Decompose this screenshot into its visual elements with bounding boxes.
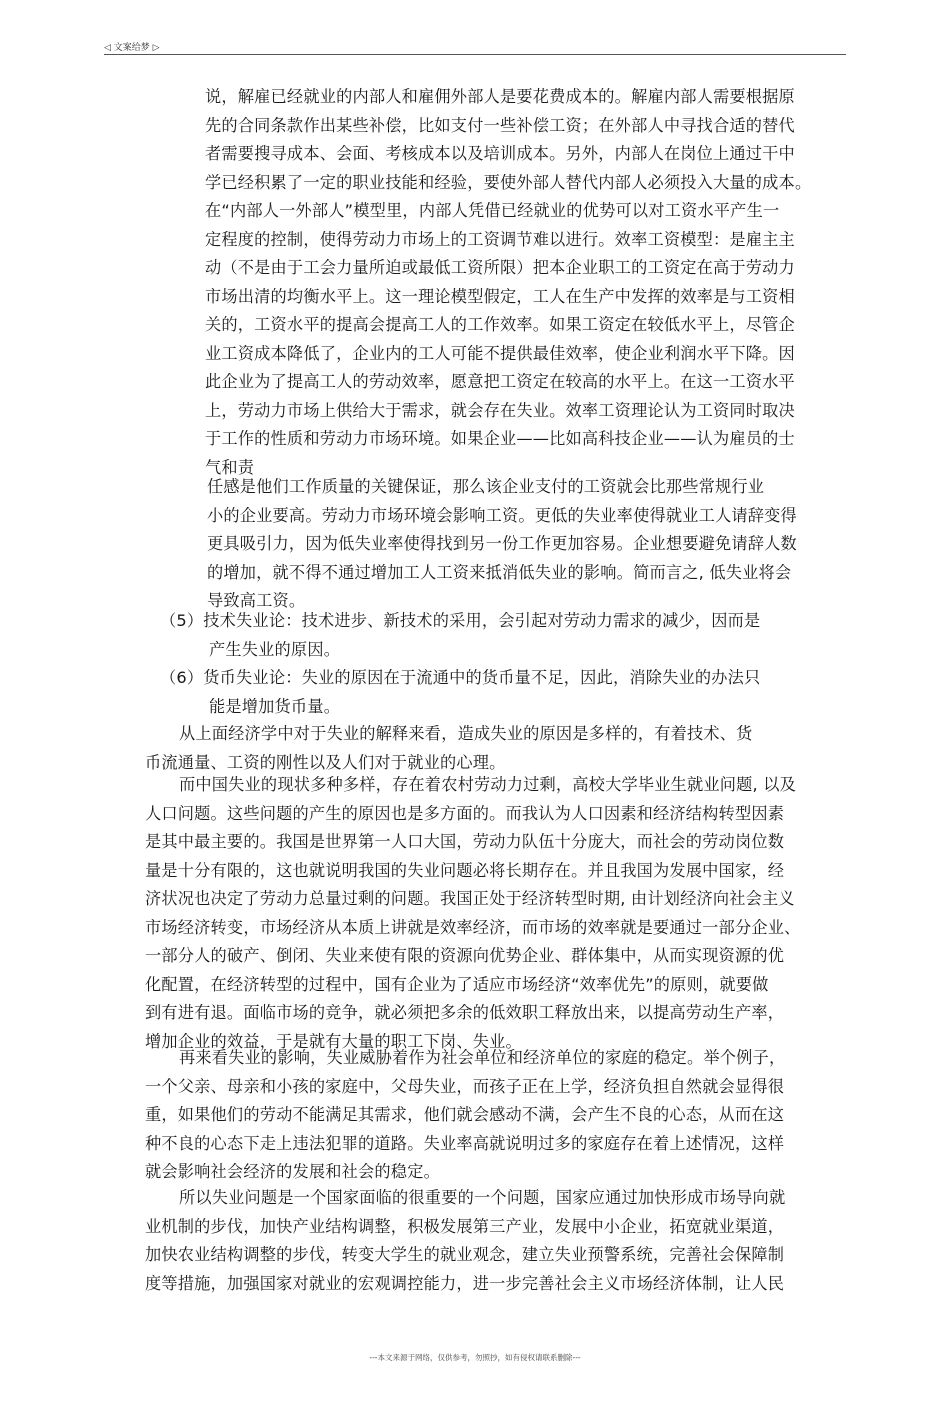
text-line: 化配置，在经济转型的过程中，国有企业为了适应市场经济“效率优先”的原则，就要做	[145, 974, 769, 994]
text-line: 种不良的心态下走上违法犯罪的道路。失业率高就说明过多的家庭存在着上述情况，这样	[145, 1133, 785, 1153]
paragraph-block	[145, 720, 753, 777]
text-line: 业工资成本降低了，企业内的工人可能不提供最佳效率，使企业利润水平下降。因	[205, 343, 795, 363]
text-line: 就会影响社会经济的发展和社会的稳定。	[145, 1162, 440, 1181]
text-line: 增加企业的效益，于是就有大量的职工下岗、失业。	[145, 1031, 522, 1051]
page-footer: ---本文来源于网络，仅供参考，勿照抄，如有侵权请联系删除---	[369, 1353, 581, 1362]
text-line: 业机制的步伐，加快产业结构调整，积极发展第三产业，发展中小企业，拓宽就业渠道，	[145, 1216, 785, 1236]
list-item	[160, 607, 760, 664]
paragraph-block	[145, 1044, 785, 1187]
list-item	[160, 664, 760, 721]
text-line: 市场出清的均衡水平上。这一理论模型假定，工人在生产中发挥的效率是与工资相	[205, 286, 795, 306]
text-line: 币流通量、工资的刚性以及人们对于就业的心理。	[145, 752, 506, 772]
text-line: 先的合同条款作出某些补偿，比如支付一些补偿工资；在外部人中寻找合适的替代	[205, 115, 795, 135]
text-line: 此企业为了提高工人的劳动效率，愿意把工资定在较高的水平上。在这一工资水平	[205, 372, 795, 391]
text-line: 度等措施，加强国家对就业的宏观调控能力，进一步完善社会主义市场经济体制，让人民	[145, 1273, 785, 1293]
text-line: 在“内部人一外部人”模型里，内部人凭借已经就业的优势可以对工资水平产生一	[205, 201, 780, 220]
text-line: 一个父亲、母亲和小孩的家庭中，父母失业，而孩子正在上学，经济负担自然就会显得很	[145, 1076, 785, 1096]
text-line: 更具吸引力，因为低失业率使得找到另一份工作更加容易。企业想要避免请辞人数	[207, 534, 797, 553]
text-line: 一部分人的破产、倒闭、失业来使有限的资源向优势企业、群体集中，从而实现资源的优	[145, 946, 785, 965]
paragraph-block	[145, 1184, 785, 1298]
text-line: 说，解雇已经就业的内部人和雇佣外部人是要花费成本的。解雇内部人需要根据原	[205, 87, 795, 106]
text-line: 济状况也决定了劳动力总量过剩的问题。我国正处于经济转型时期, 由计划经济向社会主义	[145, 889, 795, 908]
text-line: 于工作的性质和劳动力市场环境。如果企业——比如高科技企业——认为雇员的士	[205, 429, 795, 448]
text-line: 上，劳动力市场上供给大于需求，就会存在失业。效率工资理论认为工资同时取决	[205, 400, 795, 420]
text-line: 所以失业问题是一个国家面临的很重要的一个问题，国家应通过加快形成市场导向就	[179, 1188, 786, 1207]
text-line: （5）技术失业论：技术进步、新技术的采用，会引起对劳动力需求的减少，因而是	[160, 611, 761, 630]
text-line: 能是增加货币量。	[209, 696, 341, 716]
text-line: 人口问题。这些问题的产生的原因也是多方面的。而我认为人口因素和经济结构转型因素	[145, 803, 785, 823]
page-header: ◁ 文案给梦 ▷	[104, 43, 160, 53]
text-line: 加快农业结构调整的步伐，转变大学生的就业观念，建立失业预警系统，完善社会保障制	[145, 1245, 785, 1264]
text-line: 再来看失业的影响，失业威胁着作为社会单位和经济单位的家庭的稳定。举个例子，	[179, 1048, 786, 1067]
header-divider	[104, 54, 846, 55]
paragraph-block	[205, 83, 811, 482]
text-line: 产生失业的原因。	[209, 639, 341, 659]
text-line: 是其中最主要的。我国是世界第一人口大国，劳动力队伍十分庞大，而社会的劳动岗位数	[145, 832, 785, 851]
text-line: 学已经积累了一定的职业技能和经验，要使外部人替代内部人必须投入大量的成本。	[205, 172, 812, 192]
text-line: 关的，工资水平的提高会提高工人的工作效率。如果工资定在较低水平上，尽管企	[205, 315, 795, 334]
text-line: 导致高工资。	[207, 591, 306, 610]
text-line: 量是十分有限的，这也就说明我国的失业问题必将长期存在。并且我国为发展中国家，经	[145, 860, 785, 880]
text-line: 任感是他们工作质量的关键保证，那么该企业支付的工资就会比那些常规行业	[207, 477, 765, 496]
text-line: 动（不是由于工会力量所迫或最低工资所限）把本企业职工的工资定在高于劳动力	[205, 258, 795, 277]
text-line: 市场经济转变，市场经济从本质上讲就是效率经济，而市场的效率就是要通过一部分企业、	[145, 917, 801, 937]
text-line: 气和责	[205, 457, 255, 477]
text-line: 者需要搜寻成本、会面、考核成本以及培训成本。另外，内部人在岗位上通过干中	[205, 144, 795, 163]
text-line: 定程度的控制，使得劳动力市场上的工资调节难以进行。效率工资模型：是雇主主	[205, 229, 795, 249]
text-line: 从上面经济学中对于失业的解释来看，造成失业的原因是多样的，有着技术、货	[179, 724, 753, 743]
text-line: 的增加，就不得不通过增加工人工资来抵消低失业的影响。简而言之, 低失业将会	[207, 562, 792, 582]
paragraph-block	[145, 771, 801, 1056]
text-line: 小的企业要高。劳动力市场环境会影响工资。更低的失业率使得就业工人请辞变得	[207, 505, 797, 525]
text-line: 重，如果他们的劳动不能满足其需求，他们就会感动不满，会产生不良的心态，从而在这	[145, 1105, 785, 1124]
text-line: 而中国失业的现状多种多样，存在着农村劳动力过剩，高校大学毕业生就业问题, 以及	[179, 775, 797, 794]
paragraph-block	[207, 473, 797, 616]
text-line: （6）货币失业论：失业的原因在于流通中的货币量不足，因此，消除失业的办法只	[160, 668, 761, 687]
text-line: 到有进有退。面临市场的竞争，就必须把多余的低效职工释放出来，以提高劳动生产率，	[145, 1003, 785, 1022]
